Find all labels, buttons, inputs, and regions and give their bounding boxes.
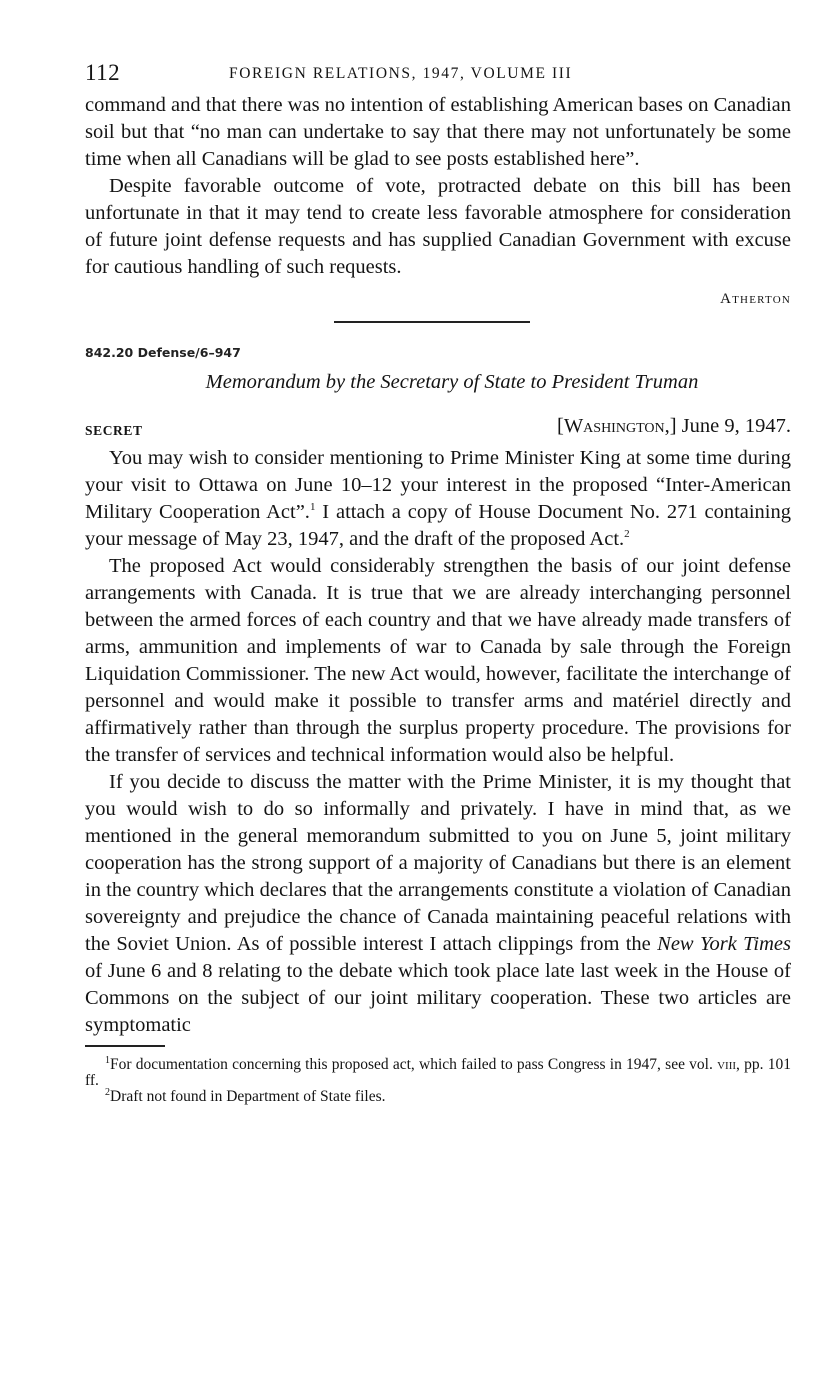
running-header [85, 56, 791, 92]
paragraph-text: You may wish to consider mentioning to Prime Minister King at some time during your visit to Ottawa on June 10–12 your interest in the proposed “Inter-American Military Cooperation Act”. [85, 447, 791, 523]
footnote-text: , pp. 101 ff. [85, 1055, 791, 1089]
page-number: 112 [85, 60, 121, 85]
paragraph-proposed-act: The proposed Act would considerably strengthen the basis of our joint defense arrangements with Canada. It is true that we are already interchanging personnel between the armed forces of each country and that we have already made transfers of arms, ammunition and implements of war to Canada by sale through the Foreign Liquidation Commissioner. The new Act would, however, facilitate the interchange of personnel and would make it possible to transfer arms and matériel directly and affirmatively rather than through the surplus property procedure. The provisions for the transfer of services and technical information would also be helpful. [85, 555, 791, 766]
footnotes [85, 1054, 791, 1105]
paragraph-vote-outcome: Despite favorable outcome of vote, protracted debate on this bill has been unfortunate in that it may tend to create less favorable atmosphere for consideration of future joint defense requests and has supplied Canadian Government with excuse for cautious handling of such requests. [85, 175, 791, 278]
document-title: Memorandum by the Secretary of State to President Truman [205, 371, 699, 393]
paragraph-text: I attach a copy of House Document No. 271 containing your message of May 23, 1947, and the draft of the proposed Act. [85, 501, 792, 550]
place: [Washington,] [557, 415, 677, 437]
file-reference: 842.20 Defense/6–947 [85, 345, 241, 360]
footnote-reference-1: 1 [309, 501, 316, 514]
paragraph-text: If you decide to discuss the matter with the Prime Minister, it is my thought that you would wish to do so informally and privately. I have in mind that, as we mentioned in the general memorandum submitted to you on June 5, joint military cooperation has the strong support of a majority of Canadians but there is an element in the country which declares that the arrangements constitute a violation of Canadian sovereignty and prejudice the chance of Canada maintaining peaceful relations with the Soviet Union. As of possible interest I attach clippings from the [85, 771, 791, 955]
paragraph-prime-minister-king [85, 445, 791, 553]
footnote-marker: 1 [105, 1054, 110, 1066]
signature-atherton: Atherton [720, 291, 791, 307]
running-title: FOREIGN RELATIONS, 1947, VOLUME III [229, 65, 573, 82]
footnote-text: Draft not found in Department of State files. [110, 1087, 386, 1105]
footnote-marker: 2 [105, 1086, 110, 1098]
date: June 9, 1947. [681, 415, 791, 437]
paragraph-discussion [85, 769, 791, 1039]
paragraph-text: of June 6 and 8 relating to the debate which took place late last week in the House of Commons on the subject of our joint military cooperation. These two articles are symptomatic [85, 960, 791, 1036]
place-and-date [557, 415, 791, 438]
footnote-1 [85, 1054, 791, 1089]
continued-paragraph: command and that there was no intention of establishing American bases on Canadian soil but that “no man can undertake to say that there may not unfortunately be some time when all Canadians will be glad to see posts established here”. [85, 94, 791, 170]
section-divider [334, 321, 530, 323]
classification-label: SECRET [85, 423, 143, 438]
footnote-text: For documentation concerning this proposed act, which failed to pass Congress in 1947, see vol. [110, 1055, 718, 1073]
newspaper-title: New York Times [657, 933, 791, 955]
volume-number: viii [717, 1055, 737, 1073]
footnote-rule [85, 1045, 165, 1047]
dateline [85, 415, 791, 445]
footnote-2 [85, 1086, 791, 1105]
document-page [85, 56, 791, 1105]
footnote-reference-2: 2 [624, 528, 630, 541]
